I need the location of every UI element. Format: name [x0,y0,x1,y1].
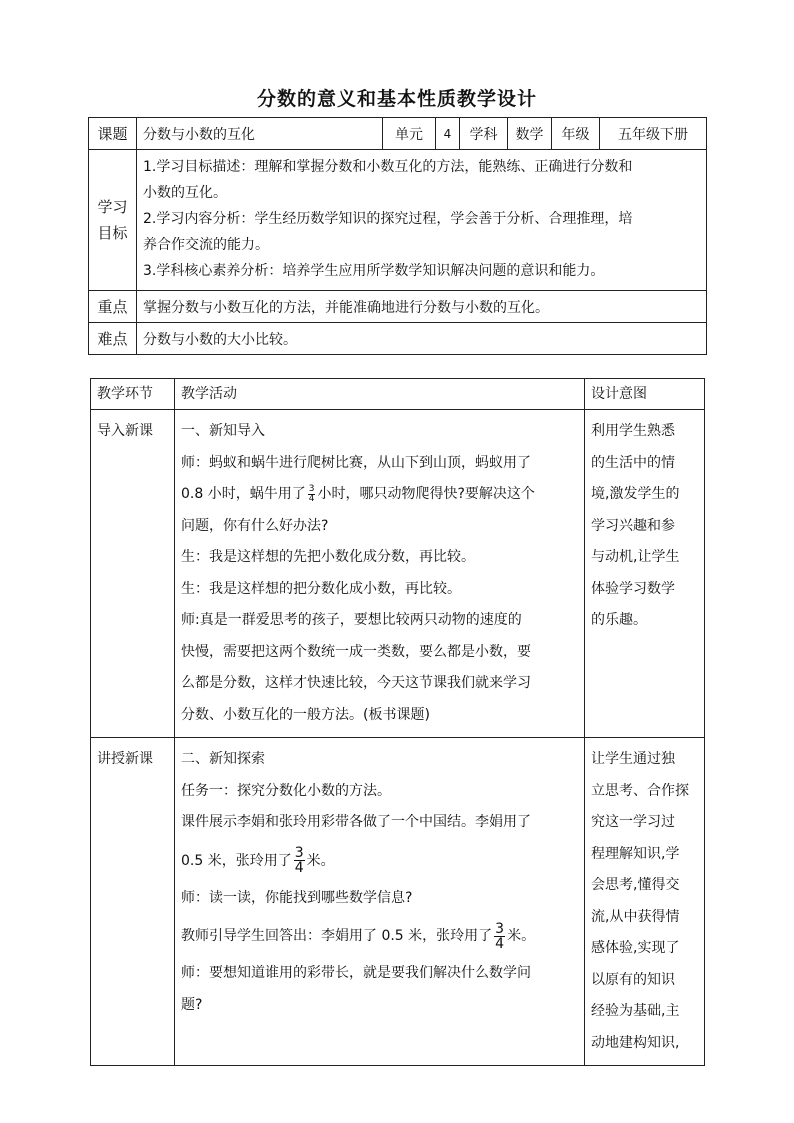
header-stage: 教学环节 [91,379,175,410]
explore-text: 米。 [306,852,335,869]
intent-line: 与动机,让学生 [591,549,680,565]
explore-line: 任务一：探究分数化小数的方法。 [181,782,391,799]
goals-label [89,150,137,291]
unit-value: 4 [436,118,460,150]
fraction-three-quarters [308,485,316,504]
explore-row [91,738,705,1066]
intent-line: 立思考、合作探 [591,782,689,799]
explore-intent [585,738,705,1066]
intro-line [181,479,578,511]
header-intent: 设计意图 [585,379,705,410]
intro-text: 0.8 小时，蜗牛用了 [181,486,306,502]
fraction-denominator: 4 [308,493,315,504]
intent-line: 究这一学习过 [591,814,675,830]
grade-label: 年级 [552,118,600,150]
fraction-numerator: 3 [308,483,315,494]
grade-value: 五年级下册 [600,118,707,150]
goal-line: 小数的互化。 [143,185,227,201]
explore-heading: 二、新知探索 [181,751,265,767]
goal-line: 1.学习目标描述：理解和掌握分数和小数互化的方法，能熟练、正确进行分数和 [143,159,633,175]
intro-line: 生：我是这样想的把分数化成小数，再比较。 [181,580,461,597]
intro-stage: 导入新课 [91,410,175,738]
difficulty-label: 难点 [89,323,137,355]
intro-line: 么都是分数，这样才快速比较，今天这节课我们就来学习 [181,675,531,691]
fraction-denominator: 4 [294,860,304,876]
fraction-numerator: 3 [294,845,304,861]
unit-label: 单元 [383,118,436,150]
intent-line: 流,从中获得情 [591,908,680,925]
intro-intent [585,410,705,738]
explore-activity [175,738,585,1066]
intro-line: 快慢，需要把这两个数统一成一类数，要么都是小数，要 [181,643,531,660]
intro-line: 师：蚂蚁和蜗牛进行爬树比赛，从山下到山顶，蚂蚁用了 [181,454,531,471]
intent-line: 利用学生熟悉 [591,423,675,439]
intro-line: 师:真是一群爱思考的孩子，要想比较两只动物的速度的 [181,612,522,628]
intent-line: 体验学习数学 [591,580,675,597]
info-row [89,118,707,150]
intro-heading: 一、新知导入 [181,423,265,439]
intent-line: 感体验,实现了 [591,940,680,956]
goals-row [89,150,707,291]
key-point-label: 重点 [89,291,137,323]
intent-line: 的乐趣。 [591,612,647,628]
course-info-table [88,117,707,355]
goal-line: 养合作交流的能力。 [143,237,269,253]
fraction-numerator: 3 [495,920,505,937]
difficulty-value: 分数与小数的大小比较。 [137,323,707,355]
explore-stage: 讲授新课 [91,738,175,1066]
explore-line: 课件展示李娟和张玲用彩带各做了一个中国结。李娟用了 [181,814,531,830]
topic-label: 课题 [89,118,137,150]
explore-line: 题? [181,996,203,1013]
intro-line: 生：我是这样想的先把小数化成分数，再比较。 [181,549,475,565]
document-title: 分数的意义和基本性质教学设计 [256,88,537,110]
intent-line: 动地建构知识, [591,1034,680,1051]
intent-line: 境,激发学生的 [591,486,680,502]
intro-row [91,410,705,738]
goals-label-text: 学习目标 [97,198,128,242]
explore-text: 教师引导学生回答出：李娟用了 0.5 米，张玲用了 [181,928,493,944]
goals-content [137,150,707,291]
explore-text: 米。 [507,928,536,944]
explore-line [181,914,578,958]
subject-label: 学科 [460,118,508,150]
fraction-three-quarters [294,846,305,875]
explore-line: 师：读一读，你能找到哪些数学信息? [181,889,413,906]
intent-line: 经验为基础,主 [591,1003,680,1019]
intent-line: 程理解知识,学 [591,845,680,862]
explore-line [181,839,578,883]
intro-activity [175,410,585,738]
goal-line: 3.学科核心素养分析：培养学生应用所学数学知识解决问题的意识和能力。 [143,263,605,279]
intent-line: 以原有的知识 [591,971,675,988]
lesson-header-row [91,379,705,410]
key-point-row [89,291,707,323]
goal-line: 2.学习内容分析：学生经历数学知识的探究过程，学会善于分析、合理推理，培 [143,211,633,227]
fraction-three-quarters [494,922,505,951]
explore-text: 0.5 米，张玲用了 [181,852,292,869]
intent-line: 会思考,懂得交 [591,877,680,893]
lesson-process-table [90,378,705,1066]
header-activity: 教学活动 [175,379,585,410]
intent-line: 学习兴趣和参 [591,517,675,534]
intro-line: 问题，你有什么好办法? [181,517,329,534]
explore-line: 师：要想知道谁用的彩带长，就是要我们解决什么数学问 [181,965,531,981]
topic-value: 分数与小数的互化 [137,118,383,150]
subject-value: 数学 [508,118,552,150]
intent-line: 的生活中的情 [591,454,675,471]
intro-text: 小时，哪只动物爬得快?要解决这个 [317,486,535,502]
intro-line: 分数、小数互化的一般方法。(板书课题) [181,706,430,723]
key-point-value: 掌握分数与小数互化的方法，并能准确地进行分数与小数的互化。 [137,291,707,323]
difficulty-row [89,323,707,355]
fraction-denominator: 4 [495,935,505,952]
intent-line: 让学生通过独 [591,751,675,767]
